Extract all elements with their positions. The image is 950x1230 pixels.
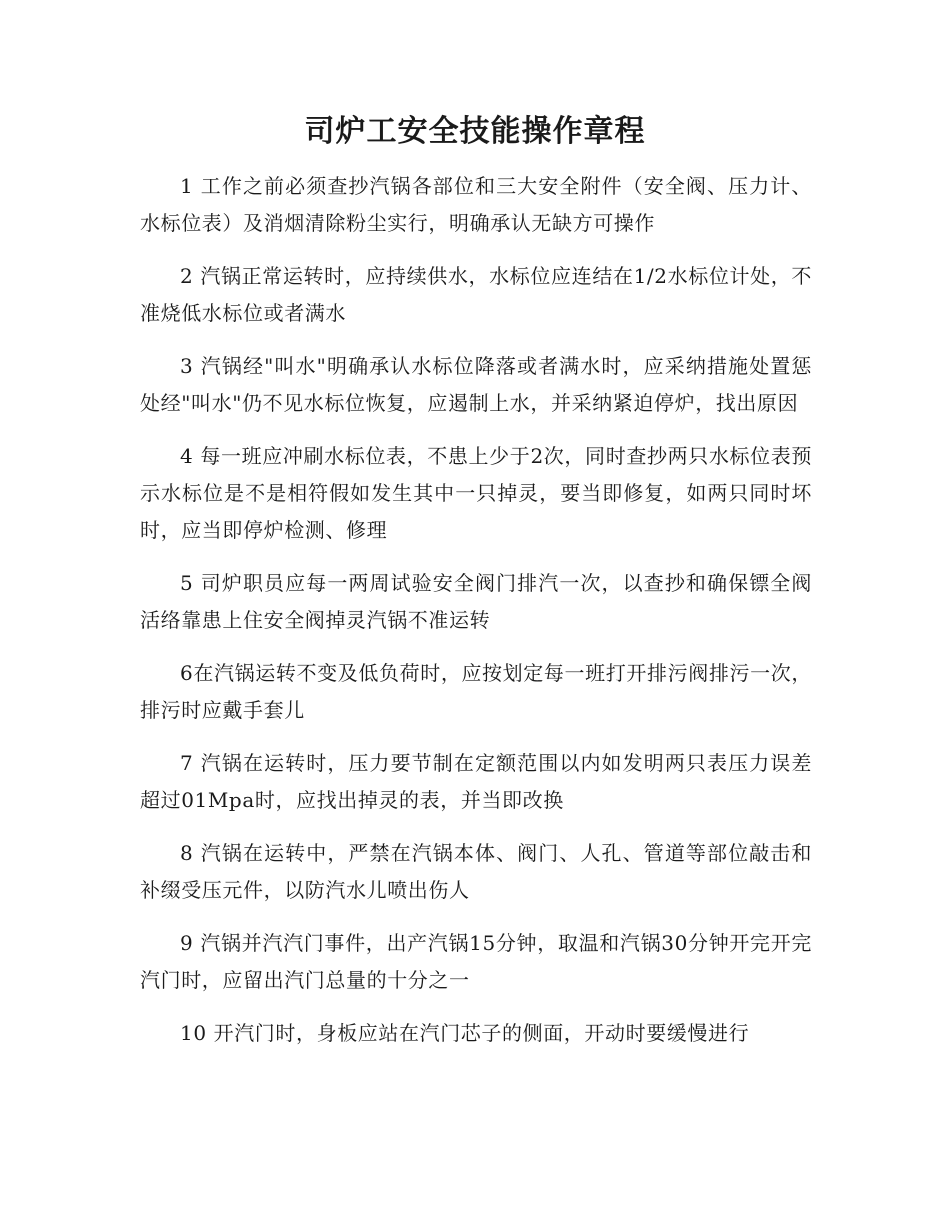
paragraph-4: 4 每一班应冲刷水标位表，不患上少于2次，同时查抄两只水标位表预示水标位是不是相符假如发生其中一只掉灵，要当即修复，如两只同时坏时，应当即停炉检测、修理: [140, 444, 812, 542]
paragraph-8: 8 汽锅在运转中，严禁在汽锅本体、阀门、人孔、管道等部位敲击和补缀受压元件，以防汽水儿喷出伤人: [140, 841, 812, 902]
paragraph-9: 9 汽锅并汽汽门事件，出产汽锅15分钟，取温和汽锅30分钟开完开完汽门时，应留出汽门总量的十分之一: [140, 931, 812, 992]
paragraph-2: 2 汽锅正常运转时，应持续供水，水标位应连结在1/2水标位计处，不准烧低水标位或者满水: [140, 264, 812, 325]
paragraph-3: 3 汽锅经"叫水"明确承认水标位降落或者满水时，应采纳措施处置惩处经"叫水"仍不见水标位恢复，应遏制上水，并采纳紧迫停炉，找出原因: [140, 354, 812, 415]
paragraph-5: 5 司炉职员应每一两周试验安全阀门排汽一次，以查抄和确保镖全阀活络靠患上住安全阀掉灵汽锅不准运转: [140, 571, 812, 632]
paragraph-7: 7 汽锅在运转时，压力要节制在定额范围以内如发明两只表压力误差超过01Mpa时，应找出掉灵的表，并当即改换: [140, 751, 812, 812]
document-body: [140, 168, 812, 1068]
document-title: 司炉工安全技能操作章程: [304, 114, 646, 149]
paragraph-10: 10 开汽门时，身板应站在汽门芯子的侧面，开动时要缓慢进行: [180, 1021, 750, 1045]
paragraph-1: 1 工作之前必须查抄汽锅各部位和三大安全附件（安全阀、压力计、水标位表）及消烟清除粉尘实行，明确承认无缺方可操作: [140, 174, 812, 235]
paragraph-6: 6在汽锅运转不变及低负荷时，应按划定每一班打开排污阀排污一次，排污时应戴手套儿: [140, 661, 812, 722]
